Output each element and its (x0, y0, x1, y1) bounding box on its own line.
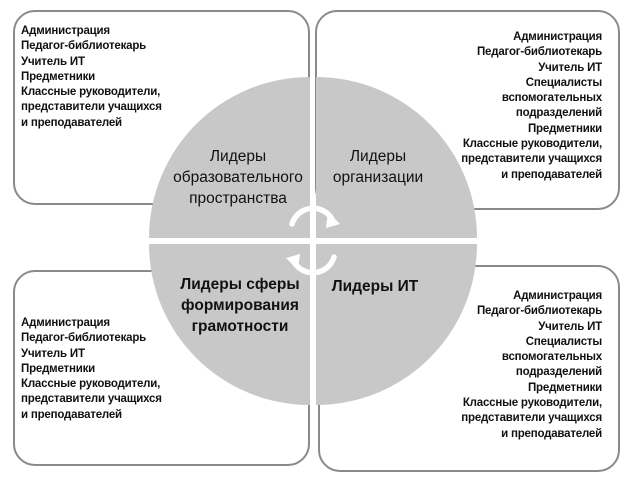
list-item: Специалисты (525, 335, 602, 348)
label-line: Лидеры ИТ (331, 278, 419, 295)
list-item: Классные руководители, (21, 378, 161, 391)
list-item: Педагог-библиотекарь (21, 332, 147, 345)
list-item: Классные руководители, (462, 138, 602, 151)
label-bottom-right (320, 276, 430, 297)
label-line: грамотности (191, 318, 289, 335)
list-top-right (461, 30, 602, 183)
list-item: представители учащихся (21, 101, 162, 114)
list-item: Предметники (21, 70, 96, 83)
list-item: Педагог-библиотекарь (476, 305, 602, 318)
list-item: Классные руководители, (462, 397, 602, 410)
list-item: Администрация (513, 31, 602, 43)
quadrant-bottom-right (316, 244, 477, 405)
list-item: Педагог-библиотекарь (21, 40, 147, 53)
list-item: представители учащихся (21, 393, 162, 406)
list-item: Педагог-библиотекарь (476, 46, 602, 59)
label-top-right (318, 146, 438, 188)
label-line: пространства (189, 190, 287, 207)
list-item: представители учащихся (461, 412, 602, 425)
list-item: вспомогательных (501, 92, 602, 105)
list-bottom-right (461, 289, 602, 442)
label-top-left (168, 146, 308, 209)
list-item: и преподавателей (501, 168, 602, 181)
list-bottom-left (21, 316, 162, 423)
list-item: подразделений (515, 107, 602, 120)
list-item: подразделений (515, 366, 602, 379)
list-item: Предметники (527, 381, 602, 394)
list-top-left (21, 24, 162, 131)
list-item: Учитель ИТ (538, 61, 602, 74)
list-item: представители учащихся (461, 153, 602, 166)
label-bottom-left (165, 274, 315, 337)
label-line: Лидеры (349, 148, 407, 165)
circle-quadrants (149, 77, 477, 405)
list-item: Предметники (21, 362, 96, 375)
label-line: Лидеры сферы (180, 276, 300, 293)
list-item: и преподавателей (21, 408, 122, 421)
list-item: Классные руководители, (21, 86, 161, 99)
label-line: формирования (181, 297, 299, 314)
list-item: Администрация (21, 25, 110, 37)
list-item: Учитель ИТ (21, 55, 85, 68)
list-item: вспомогательных (501, 351, 602, 364)
list-item: и преподавателей (21, 116, 122, 129)
list-item: Специалисты (525, 76, 602, 89)
list-item: и преподавателей (501, 427, 602, 440)
list-item: Администрация (21, 317, 110, 329)
list-item: Предметники (527, 122, 602, 135)
list-item: Учитель ИТ (538, 320, 602, 333)
list-item: Учитель ИТ (21, 347, 85, 360)
label-line: организации (332, 169, 424, 186)
label-line: Лидеры (209, 148, 267, 165)
list-item: Администрация (513, 290, 602, 302)
label-line: образовательного (173, 169, 303, 186)
circular-arrows-icon (286, 208, 340, 273)
